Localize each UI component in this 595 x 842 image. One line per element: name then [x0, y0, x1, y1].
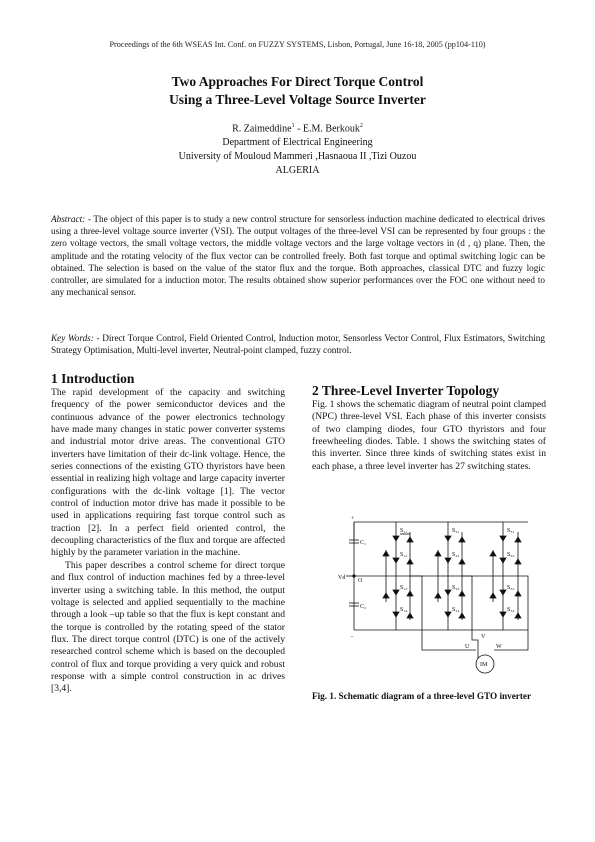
freewheel-diode	[407, 559, 413, 564]
label-s32: S₃₂	[507, 552, 515, 558]
label-s31: S₃₁	[507, 528, 515, 534]
s31-switch	[500, 536, 506, 541]
freewheel-diode	[407, 537, 413, 542]
label-s34: S₃₄	[507, 607, 515, 613]
s32-switch	[500, 558, 506, 563]
freewheel-diode	[515, 591, 521, 596]
label-c2: C₂	[360, 604, 367, 610]
label-s14: S₁₄	[400, 607, 408, 613]
author-2-affil: 2	[359, 123, 363, 129]
author-block	[0, 119, 595, 178]
figure-1-caption: Fig. 1. Schematic diagram of a three-level GTO inverter	[312, 691, 532, 701]
paper-title	[0, 73, 595, 109]
label-s24: S₂₄	[452, 607, 460, 613]
label-s21: S₂₁	[452, 528, 460, 534]
freewheel-diode	[459, 559, 465, 564]
title-line-2: Using a Three-Level Voltage Source Inverter	[169, 92, 426, 107]
freewheel-diode	[515, 559, 521, 564]
country: ALGERIA	[275, 165, 320, 177]
university: University of Mouloud Mammeri ,Hasnaoua II ,Tizi Ouzou	[178, 151, 417, 163]
label-neutral: O	[358, 578, 363, 584]
label-s33: S₃₃	[507, 585, 515, 591]
s12-switch	[393, 558, 399, 563]
freewheel-diode	[459, 613, 465, 618]
intro-paragraph-2: This paper describes a control scheme for direct torque and flux control of induction machines fed by a three-level inverter using a switching table. In this method, the output voltage is selected and applied sequentially to the machine through a look –up table so that the flux is kept constant and the torque is controlled by the rotating speed of the stator flux. The direct torque control (DTC) is one of the actively researched control scheme which is based on the decoupled control of flux and torque providing a very quick and robust response with a simple control construction in ac drives [3,4].	[51, 559, 285, 695]
section-2-heading: 2 Three-Level Inverter Topology	[312, 383, 500, 398]
running-header: Proceedings of the 6th WSEAS Int. Conf. on FUZZY SYSTEMS, Lisbon, Portugal, June 16-18, 2005 (pp104-110)	[109, 40, 486, 49]
s23-switch	[445, 590, 451, 595]
label-motor: IM	[480, 662, 488, 668]
output-u-wire	[410, 576, 476, 650]
author-1-affil: 1	[291, 123, 295, 129]
s11-switch	[393, 536, 399, 541]
label-s13: S₁₃	[400, 585, 408, 591]
freewheel-diode	[407, 613, 413, 618]
title-line-1: Two Approaches For Direct Torque Control	[171, 74, 424, 89]
s24-switch	[445, 612, 451, 617]
author-2: - E.M. Berkouk	[294, 123, 360, 135]
label-vdc: Vd	[338, 575, 346, 581]
left-column	[51, 387, 285, 696]
inverter-schematic	[338, 512, 548, 684]
freewheel-diode	[459, 537, 465, 542]
neutral-node	[353, 575, 355, 577]
label-phase-v: V	[481, 634, 486, 640]
keywords	[51, 332, 545, 356]
label-s22: S₂₂	[452, 552, 460, 558]
abstract	[51, 213, 545, 298]
label-phase-w: W	[496, 644, 502, 650]
department: Department of Electrical Engineering	[222, 137, 373, 149]
s13-switch	[393, 590, 399, 595]
freewheel-diode	[407, 591, 413, 596]
right-column	[312, 399, 546, 473]
keywords-label: Key Words:	[51, 333, 94, 343]
topology-paragraph-1: Fig. 1 shows the schematic diagram of neutral point clamped (NPC) three-level VSI. Each phase of this inverter consists of two clamping diodes, four GTO thyristors and four freewheeling diodes. Table. 1 shows the switching states of this inverter. Since three kinds of switching states exist in each phase, a three level inverter has 27 switching states.	[312, 399, 546, 472]
author-1: R. Zaimeddine	[232, 123, 292, 135]
label-s23: S₂₃	[452, 585, 460, 591]
section-1-heading: 1 Introduction	[51, 371, 135, 386]
abstract-text: - The object of this paper is to study a new control structure for sensorless induction machine dedicated to electrical drives using a three-level voltage source inverter (VSI). The output voltages of the three-level VSI can be represented by four groups : the zero voltage vectors, the small voltage vectors, the middle voltage vectors and the large voltage vectors in (d , q) plane. Then, the amplitude and the rotating velocity of the flux vector can be controlled freely. Both fast torque and optimal switching logic can be obtained. The selection is based on the value of the stator flux and the torque. Both approaches, classical DTC and fuzzy logic controller, are simulated for a induction motor. The results obtained show superior performances over the FOC one without need to any mechanical sensor.	[51, 214, 545, 298]
s34-switch	[500, 612, 506, 617]
label-c1: C₁	[360, 540, 367, 546]
s33-switch	[500, 590, 506, 595]
keywords-text: - Direct Torque Control, Field Oriented Control, Induction motor, Sensorless Vector Control, Flux Estimators, Switching Strategy Optimisation, Multi-level inverter, Neutral-point clamped, fuzzy control.	[51, 333, 545, 356]
freewheel-diode	[515, 537, 521, 542]
author-line	[0, 119, 595, 136]
s14-switch	[393, 612, 399, 617]
abstract-label: Abstract:	[51, 214, 86, 224]
label-minus: -	[351, 634, 353, 640]
label-s11: S₁₁	[400, 528, 408, 534]
label-plus: +	[351, 516, 355, 522]
freewheel-diode	[515, 613, 521, 618]
label-phase-u: U	[465, 644, 470, 650]
freewheel-diode	[459, 591, 465, 596]
intro-paragraph-1: The rapid development of the capacity and switching frequency of the power semiconductor devices and the continuous advance of the power electronics technology have made many changes in static power converter systems and industrial motor drive areas. The conventional GTO inverters have limitation of their dc-link voltage. Hence, the series connections of the existing GTO thyristors have been essential in realizing high voltage and large capacity inverter configurations with the dc-link voltage [1]. The vector control of induction motor drive has made it possible to be used in applications requiring fast torque control such as traction [2]. In a perfect field oriented control, the decoupling characteristics of the flux and torque are affected highly by the parameter variation in the machine.	[51, 387, 285, 559]
s22-switch	[445, 558, 451, 563]
label-s12: S₁₂	[400, 552, 408, 558]
s21-switch	[445, 536, 451, 541]
